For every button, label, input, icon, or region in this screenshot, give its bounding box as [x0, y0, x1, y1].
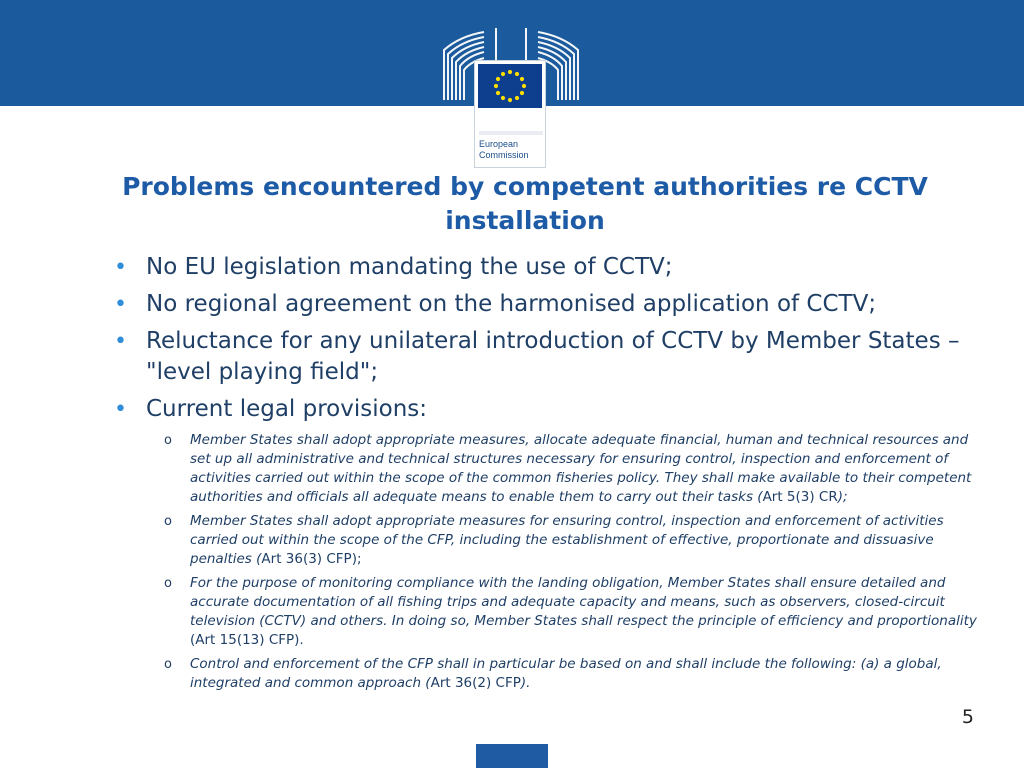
logo-panel [474, 60, 546, 168]
legal-reference: Art 5(3) CR [762, 489, 838, 505]
sub-bullet-text: For the purpose of monitoring compliance with the landing obligation, Member States shall ensure detailed and accurate documentation of all fishing trips and adequate capacity and means, such as observers, closed-circuit television (CCTV) and others. In doing so, Member States shall respect the principle of efficiency and proportionality [190, 575, 977, 629]
eu-flag [478, 64, 542, 108]
bullet-list [112, 252, 992, 693]
page-number: 5 [961, 706, 974, 728]
bullet-item [112, 326, 992, 388]
sub-bullet-tail: ); [837, 489, 848, 505]
sub-bullet-text: Control and enforcement of the CFP shall in particular be based on and shall include the following: (a) a global, integrated and common approach ( [190, 656, 942, 691]
slide-content [112, 252, 992, 699]
footer-tab [476, 744, 548, 768]
logo-divider [479, 131, 543, 135]
legal-reference: Art 36(2) CFP [430, 675, 521, 691]
bullet-text: No EU legislation mandating the use of CCTV; [146, 254, 673, 280]
bullet-text: Reluctance for any unilateral introduction of CCTV by Member States – "level playing field"; [146, 328, 960, 385]
circle-bullet-icon: o [164, 514, 172, 529]
sub-bullet-item [146, 574, 992, 650]
sub-bullet-text: Member States shall adopt appropriate measures, allocate adequate financial, human and technical resources and set up all administrative and technical structures necessary for ensuring control, inspection and enforcement of activities carried out within the scope of the common fisheries policy. They shall make available to their competent authorities and officials all adequate means to enable them to carry out their tasks ( [190, 432, 972, 505]
bullet-text: Current legal provisions: [146, 396, 428, 422]
circle-bullet-icon: o [164, 576, 172, 591]
sub-bullet-tail: ). [520, 675, 531, 691]
eu-stars-icon [478, 64, 542, 108]
legal-reference: Art 36(3) CFP); [261, 551, 362, 567]
slide-title: Problems encountered by competent authorities re CCTV installation [122, 172, 928, 235]
circle-bullet-icon: o [164, 657, 172, 672]
bullet-dot-icon: • [114, 255, 127, 280]
bullet-item [112, 394, 992, 693]
european-commission-logo [440, 26, 582, 160]
sub-bullet-item [146, 431, 992, 507]
legal-reference: (Art 15(13) CFP). [190, 632, 304, 648]
sub-bullet-item [146, 655, 992, 693]
bullet-dot-icon: • [114, 329, 127, 354]
sub-bullet-list [146, 431, 992, 693]
sub-bullet-item [146, 512, 992, 569]
bullet-dot-icon: • [114, 397, 127, 422]
bullet-dot-icon: • [114, 292, 127, 317]
logo-line-1: European [479, 139, 519, 149]
circle-bullet-icon: o [164, 433, 172, 448]
sub-bullet-text: Member States shall adopt appropriate measures for ensuring control, inspection and enforcement of activities carried out within the scope of the CFP, including the establishment of effective, proportionate and dissuasive penalties ( [190, 513, 944, 567]
bullet-text: No regional agreement on the harmonised application of CCTV; [146, 291, 877, 317]
logo-wordmark [479, 139, 543, 161]
logo-line-2: Commission [479, 150, 529, 160]
bullet-item [112, 289, 992, 320]
bullet-item [112, 252, 992, 283]
